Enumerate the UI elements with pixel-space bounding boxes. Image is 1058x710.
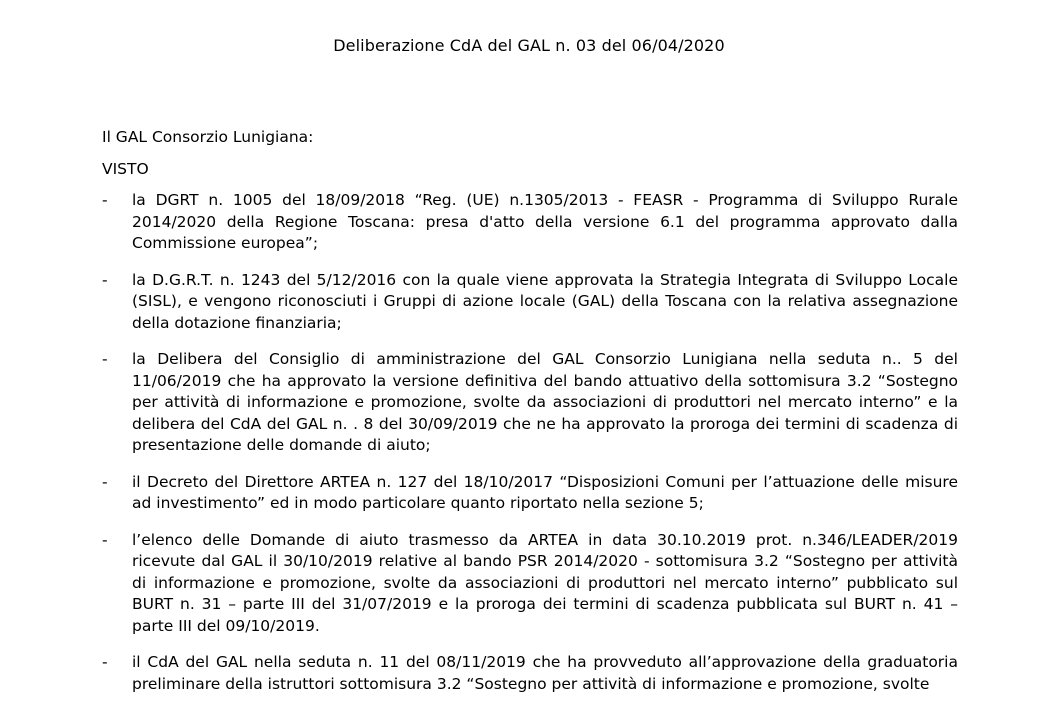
list-item [102, 190, 958, 255]
list-item [102, 349, 958, 457]
bullet-dash: - [102, 530, 108, 549]
list-item [102, 472, 958, 515]
bullet-dash: - [102, 653, 108, 671]
list-item [102, 270, 958, 335]
list-item [102, 652, 958, 695]
bullet-dash: - [102, 270, 108, 289]
list-item-text: la DGRT n. 1005 del 18/09/2018 “Reg. (UE) n.1305/2013 - FEASR - Programma di Sviluppo Rurale 2014/2020 della Regione Toscana: presa d'atto della versione 6.1 del programma approvato dalla Commissione europea”; [132, 191, 958, 252]
visto-list [102, 190, 958, 710]
document-title: Deliberazione CdA del GAL n. 03 del 06/04/2020 [333, 36, 725, 55]
bullet-dash: - [102, 472, 108, 491]
list-item-text: la D.G.R.T. n. 1243 del 5/12/2016 con la quale viene approvata la Strategia Integrata di Sviluppo Locale (SISL), e vengono riconosciuti i Gruppi di azione locale (GAL) della Toscana con la relativa assegnazione della dotazione finanziaria; [132, 270, 958, 332]
bullet-dash: - [102, 191, 108, 209]
bullet-dash: - [102, 350, 108, 368]
intro-line: Il GAL Consorzio Lunigiana: [102, 128, 314, 146]
list-item-text: l’elenco delle Domande di aiuto trasmesso da ARTEA in data 30.10.2019 prot. n.346/LEADER/2019 ricevute dal GAL il 30/10/2019 relative al bando PSR 2014/2020 - sottomisura 3.2 “Sostegno per attività di informazione e promozione, svolte da associazioni di produttori nel mercato interno” pubblicato sul BURT n. 31 – parte III del 31/07/2019 e la proroga dei termini di scadenza pubblicata sul BURT n. 41 – parte III del 09/10/2019. [132, 530, 958, 635]
list-item-text: la Delibera del Consiglio di amministrazione del GAL Consorzio Lunigiana nella seduta n.. 5 del 11/06/2019 che ha approvato la versione definitiva del bando attuativo della sottomisura 3.2 “Sostegno per attività di informazione e promozione, svolte da associazioni di produttori nel mercato interno” e la delibera del CdA del GAL n. . 8 del 30/09/2019 che ne ha approvato la proroga dei termini di scadenza di presentazione delle domande di aiuto; [132, 350, 958, 454]
list-item [102, 530, 958, 638]
section-heading-visto: VISTO [102, 160, 149, 178]
list-item-text: il Decreto del Direttore ARTEA n. 127 del 18/10/2017 “Disposizioni Comuni per l’attuazione delle misure ad investimento” ed in modo particolare quanto riportato nella sezione 5; [132, 472, 958, 512]
list-item-text: il CdA del GAL nella seduta n. 11 del 08/11/2019 che ha provveduto all’approvazione della graduatoria preliminare della istruttori sottomisura 3.2 “Sostegno per attività di informazione e promozione, svolte [132, 653, 958, 693]
